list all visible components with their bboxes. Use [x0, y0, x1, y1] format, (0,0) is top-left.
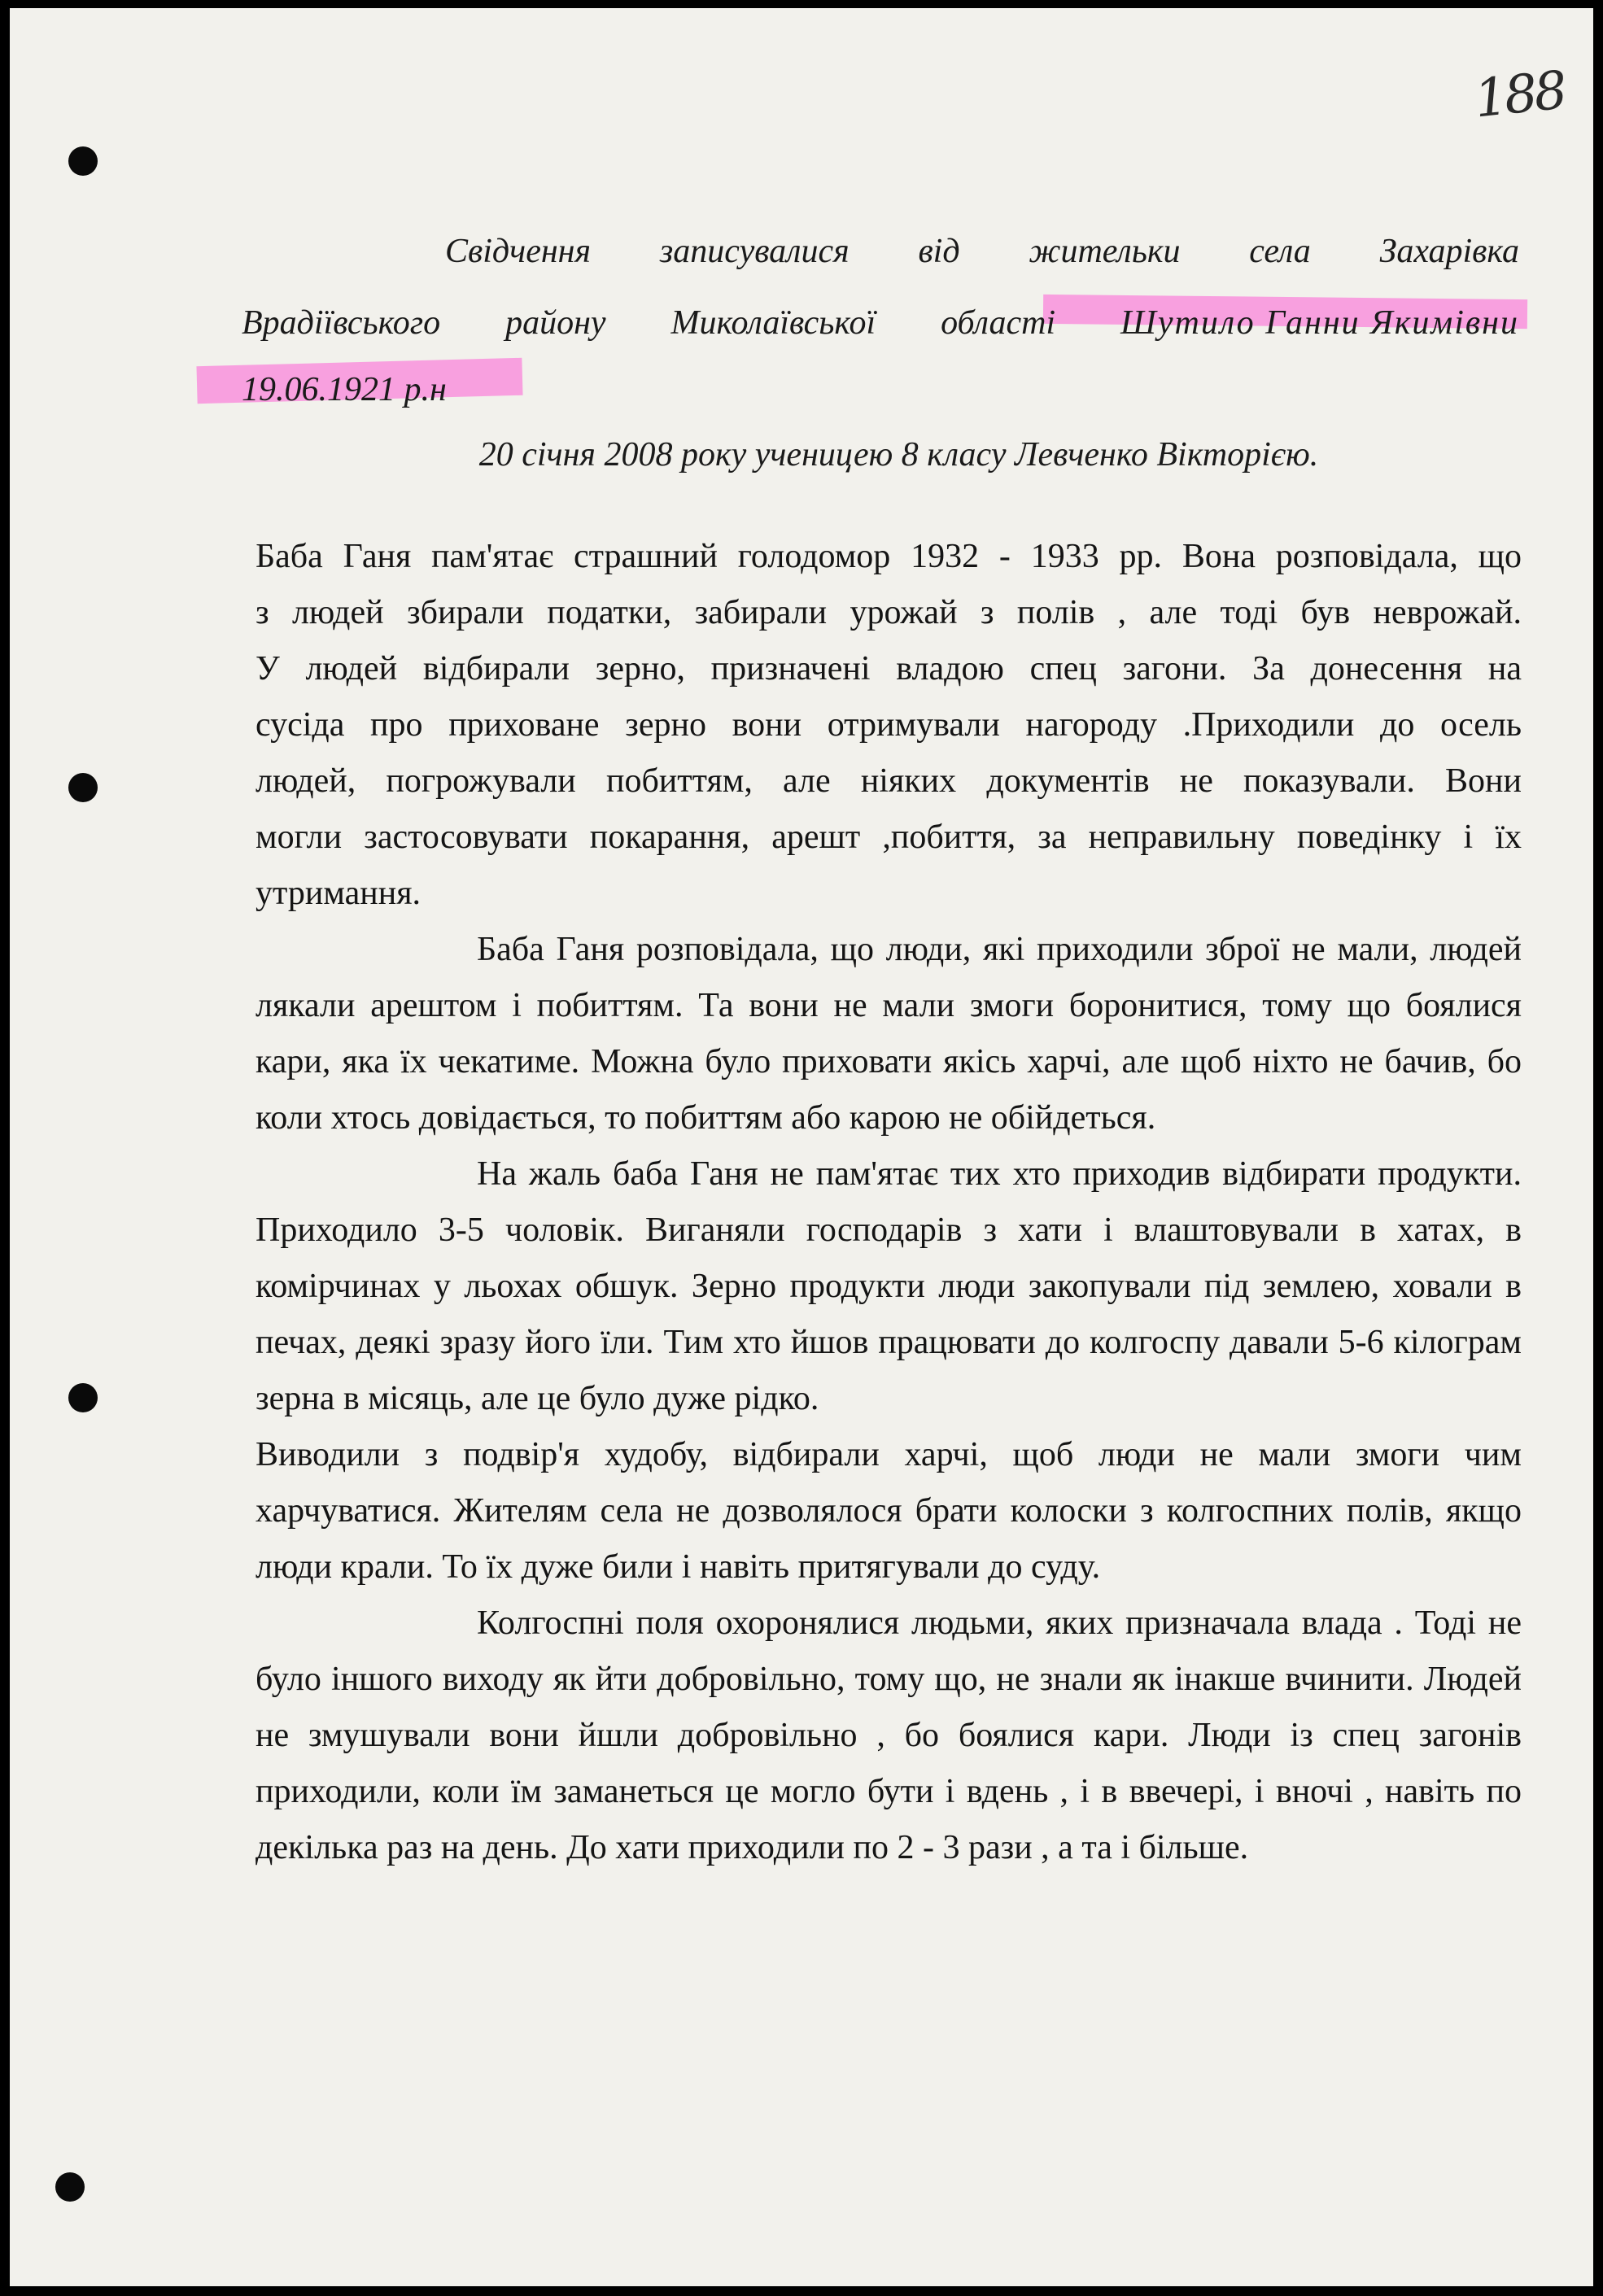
document-header — [242, 216, 1519, 489]
header-word: області — [941, 304, 1056, 342]
header-word: Захарівка — [1379, 233, 1519, 270]
header-word: жительки — [1029, 233, 1181, 270]
paragraph-2: Баба Ганя розповідала, що люди, які приходили зброї не мали, людей лякали арештом і побиттям. Та вони не мали змоги боронитися, тому що боялися кари, яка їх чекатиме. Можна було приховати якісь харчі, але щоб ніхто не бачив, бо коли хтось довідається, то побиттям або карою не обійдеться. — [256, 931, 1522, 1137]
punch-hole-3 — [68, 1383, 98, 1412]
header-line-1 — [246, 216, 1519, 287]
paragraph-5: Колгоспні поля охоронялися людьми, яких призначала влада . Тоді не було іншого виходу як йти добровільно, тому що, не знали як інакше вчинити. Людей не змушували вони йшли добровільно , бо боялися кари. Люди із спец загонів приходили, коли їм заманеться це могло бути і вдень , і в ввечері, і вночі , навіть по декілька раз на день. До хати приходили по 2 - 3 рази , а та і більше. — [256, 1604, 1522, 1866]
header-word: Миколаївської — [670, 304, 876, 342]
paragraph-1: Баба Ганя пам'ятає страшний голодомор 1932 - 1933 рр. Вона розповідала, що з людей збирали податки, забирали урожай з полів , але тоді був неврожай. У людей відбирали зерно, призначені владою спец загони. За донесення на сусіда про приховане зерно вони отримували нагороду .Приходили до осель людей, погрожували побиттям, але ніяких документів не показували. Вони могли застосовувати покарання, арешт ,побиття, за неправильну поведінку і їх утримання. — [256, 538, 1522, 912]
punch-hole-2 — [68, 773, 98, 802]
witness-name: Шутило Ганни Якимівни — [1120, 304, 1519, 342]
header-line-2 — [242, 287, 1519, 359]
header-word: села — [1249, 233, 1311, 270]
birth-date: 19.06.1921 р.н — [242, 371, 447, 408]
document-page — [10, 8, 1593, 2286]
header-word: Врадіївського — [242, 304, 441, 342]
header-word: району — [505, 304, 606, 342]
recorded-by-line: 20 січня 2008 року ученицею 8 класу Левченко Вікторією. — [478, 436, 1319, 474]
header-line-3 — [242, 359, 1519, 421]
punch-hole-4 — [55, 2172, 85, 2202]
paragraph-3: На жаль баба Ганя не пам'ятає тих хто приходив відбирати продукти. Приходило 3-5 чоловік. Виганяли господарів з хати і влаштовували в хатах, в комірчинах у льохах обшук. Зерно продукти люди закопували під землею, ховали в печах, деякі зразу його їли. Тим хто йшов працювати до колгоспу давали 5-6 кілограм зерна в місяць, але це було дуже рідко. — [256, 1155, 1522, 1417]
header-word: записувалися — [659, 233, 850, 270]
testimony-body — [256, 529, 1522, 1876]
handwritten-page-number: 188 — [1471, 60, 1567, 130]
header-word: від — [918, 233, 960, 270]
paragraph-4: Виводили з подвір'я худобу, відбирали харчі, щоб люди не мали змоги чим харчуватися. Жителям села не дозволялося брати колоски з колгоспних полів, якщо люди крали. То їх дуже били і навіть притягували до суду. — [256, 1436, 1522, 1586]
punch-hole-1 — [68, 146, 98, 176]
header-word: Свідчення — [445, 233, 592, 270]
